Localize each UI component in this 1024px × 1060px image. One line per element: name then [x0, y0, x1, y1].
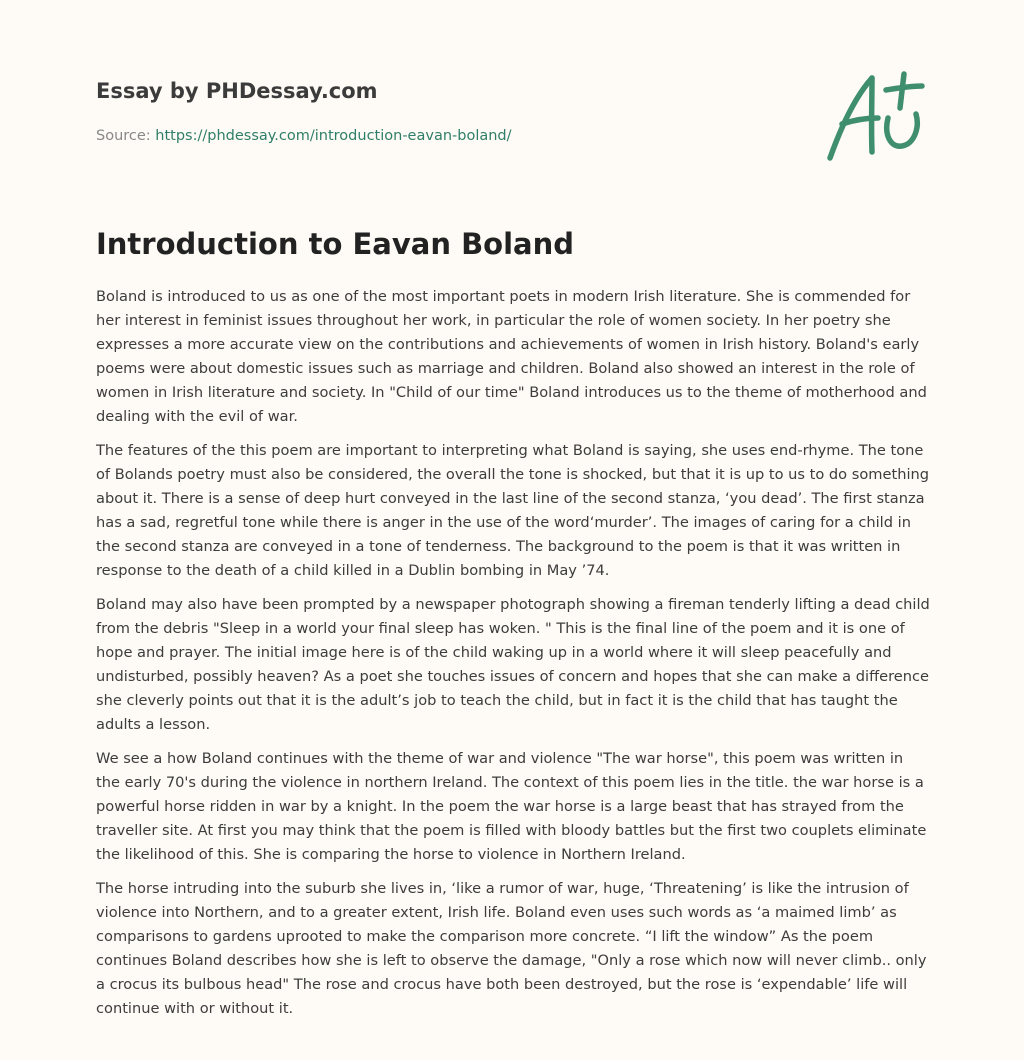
article-body: [96, 285, 930, 1031]
paragraph-1: Boland is introduced to us as one of the most important poets in modern Irish literature. She is commended for her interest in feminist issues throughout her work, in particular the role of women society. In her poetry she expresses a more accurate view on the contributions and achievements of women in Irish history. Boland's early poems were about domestic issues such as marriage and children. Boland also showed an interest in the role of women in Irish literature and society. In "Child of our time" Boland introduces us to the theme of motherhood and dealing with the evil of war.: [96, 288, 927, 425]
site-brand: Essay by PHDessay.com: [96, 79, 378, 103]
essay-header: [96, 76, 696, 146]
paragraph-3: Boland may also have been prompted by a newspaper photograph showing a fireman tenderly lifting a dead child from the debris "Sleep in a world your final sleep has woken. " This is the final line of the poem and it is one of hope and prayer. The initial image here is of the child waking up in a world where it will sleep peacefully and undisturbed, possibly heaven? As a poet she touches issues of concern and hopes that she can make a difference she cleverly points out that it is the adult’s job to teach the child, but in fact it is the child that has taught the adults a lesson.: [96, 596, 930, 733]
paragraph-4: We see a how Boland continues with the theme of war and violence "The war horse", this poem was written in the early 70's during the violence in northern Ireland. The context of this poem lies in the title. the war horse is a powerful horse ridden in war by a knight. In the poem the war horse is a large beast that has strayed from the traveller site. At first you may think that the poem is filled with bloody battles but the first two couplets eliminate the likelihood of this. She is comparing the horse to violence in Northern Ireland.: [96, 750, 927, 863]
source-label: Source:: [96, 128, 156, 144]
article-title: Introduction to Eavan Boland: [96, 227, 575, 261]
paragraph-2: The features of the this poem are important to interpreting what Boland is saying, she uses end-rhyme. The tone of Bolands poetry must also be considered, the overall the tone is shocked, but that it is up to us to do something about it. There is a sense of deep hurt conveyed in the last line of the second stanza, ‘you dead’. The first stanza has a sad, regretful tone while there is anger in the use of the word‘murder’. The images of caring for a child in the second stanza are conveyed in a tone of tenderness. The background to the poem is that it was written in response to the death of a child killed in a Dublin bombing in May ’74.: [96, 442, 930, 579]
source-line: [96, 126, 696, 146]
a-plus-logo-icon: [820, 68, 930, 164]
source-link[interactable]: https://phdessay.com/introduction-eavan-boland/: [155, 128, 512, 144]
paragraph-5: The horse intruding into the suburb she lives in, ‘like a rumor of war, huge, ‘Threatening’ is like the intrusion of violence into Northern, and to a greater extent, Irish life. Boland even uses such words as ‘a maimed limb’ as comparisons to gardens uprooted to make the comparison more concrete. “I lift the window” As the poem continues Boland describes how she is left to observe the damage, "Only a rose which now will never climb.. only a crocus its bulbous head" The rose and crocus have both been destroyed, but the rose is ‘expendable’ life will continue with or without it.: [96, 880, 927, 1017]
